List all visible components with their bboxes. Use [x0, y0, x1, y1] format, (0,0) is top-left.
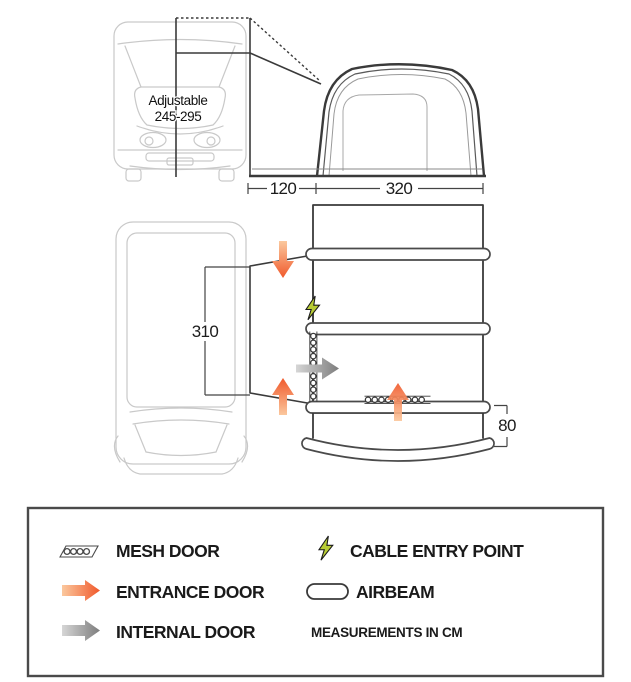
legend [28, 508, 603, 676]
airbeam-icon [307, 584, 348, 599]
airbeam-2 [306, 323, 490, 335]
airbeam-1 [306, 249, 490, 261]
dim-320: 320 [385, 179, 413, 198]
dim-80: 80 [498, 416, 516, 435]
dim-120: 120 [269, 179, 297, 198]
entrance-door-label: ENTRANCE DOOR [116, 582, 265, 602]
internal-door-arrow [296, 358, 339, 380]
side-mirrors [114, 436, 247, 462]
cable-entry-label: CABLE ENTRY POINT [350, 541, 524, 561]
porch-curved-airbeam [302, 438, 494, 461]
measurements-note: MEASUREMENTS IN CM [311, 625, 463, 640]
airbeam-label: AIRBEAM [356, 582, 435, 602]
mesh-door-icon [60, 546, 98, 557]
van-top-view [114, 222, 247, 474]
front-door-outline [343, 94, 427, 171]
mesh-door-label: MESH DOOR [116, 541, 220, 561]
awning-front-view [249, 64, 486, 176]
awning-plan-view [302, 205, 494, 461]
entrance-door-arrow-bottom [272, 378, 294, 415]
dim-310: 310 [191, 322, 219, 341]
adjustable-range: 245-295 [154, 109, 202, 124]
internal-door-label: INTERNAL DOOR [116, 622, 256, 642]
adjustable-label: Adjustable [148, 93, 208, 108]
